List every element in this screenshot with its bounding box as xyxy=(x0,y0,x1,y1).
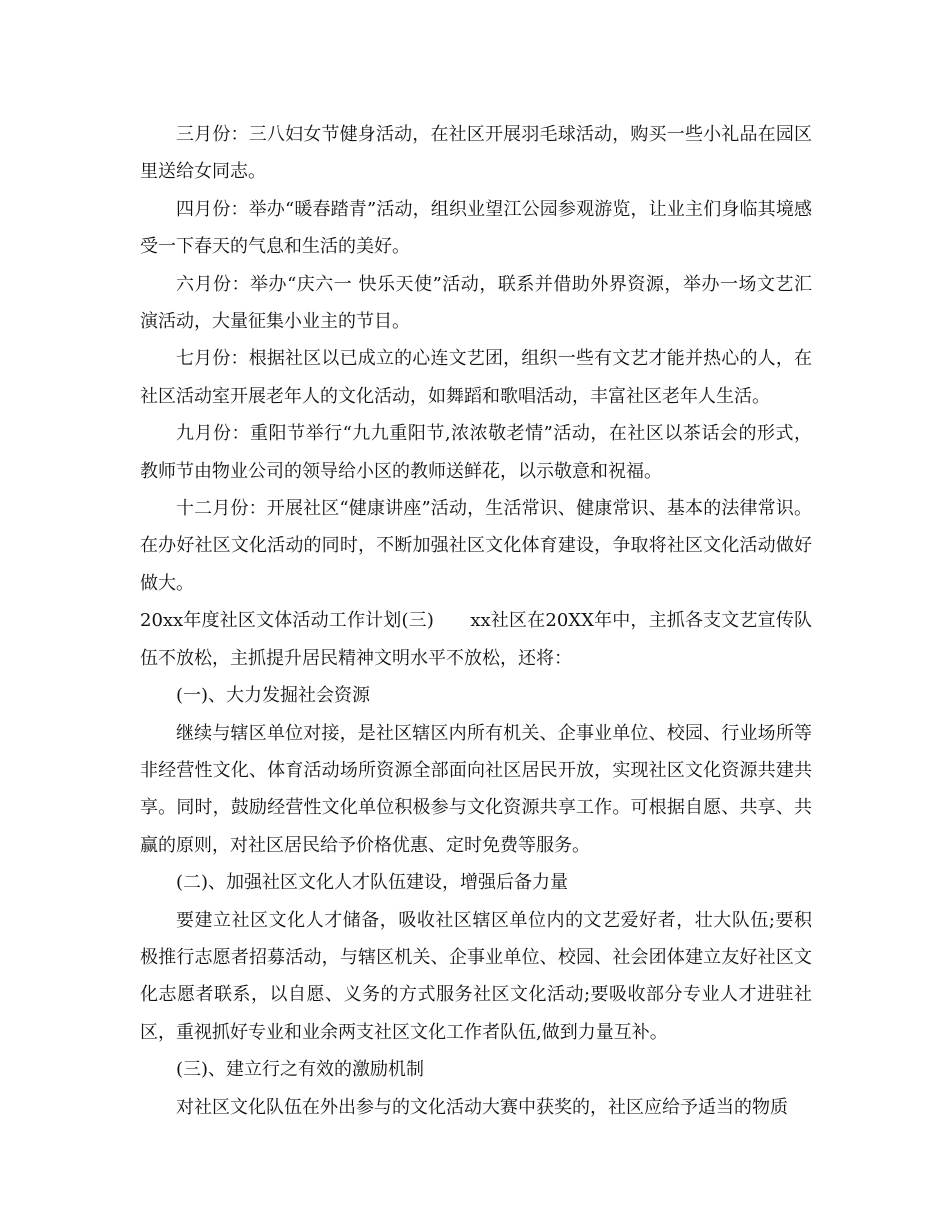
paragraph-december: 十二月份：开展社区“健康讲座”活动，生活常识、健康常识、基本的法律常识。在办好社区文化活动的同时，不断加强社区文化体育建设，争取将社区文化活动做好做大。 xyxy=(140,498,812,594)
section-heading-two: (二)、加强社区文化人才队伍建设，增强后备力量 xyxy=(176,872,569,894)
paragraph-plan-three-intro: 20xx年度社区文体活动工作计划(三) xx社区在20XX年中，主抓各支文艺宣传队伍不放松，主抓提升居民精神文明水平不放松，还将： xyxy=(140,610,812,669)
paragraph-section-one-body: 继续与辖区单位对接，是社区辖区内所有机关、企事业单位、校园、行业场所等非经营性文化、体育活动场所资源全部面向社区居民开放，实现社区文化资源共建共享。同时，鼓励经营性文化单位积极参与文化资源共享工作。可根据自愿、共享、共赢的原则，对社区居民给予价格优惠、定时免费等服务。 xyxy=(140,722,812,856)
section-heading-three: (三)、建立行之有效的激励机制 xyxy=(176,1059,425,1081)
paragraph-september: 九月份：重阳节举行“九九重阳节,浓浓敬老情”活动，在社区以茶话会的形式，教师节由物业公司的领导给小区的教师送鲜花，以示敬意和祝福。 xyxy=(140,423,812,482)
paragraph-july: 七月份：根据社区以已成立的心连文艺团，组织一些有文艺才能并热心的人，在社区活动室开展老年人的文化活动，如舞蹈和歌唱活动，丰富社区老年人生活。 xyxy=(140,348,812,407)
document-body xyxy=(140,116,812,1126)
paragraph-june: 六月份：举办“庆六一 快乐天使”活动，联系并借助外界资源，举办一场文艺汇演活动，大量征集小业主的节目。 xyxy=(140,273,812,333)
section-heading-one: (一)、大力发掘社会资源 xyxy=(176,685,371,707)
paragraph-section-two-body: 要建立社区文化人才储备，吸收社区辖区单位内的文艺爱好者，壮大队伍;要积极推行志愿者招募活动，与辖区机关、企事业单位、校园、社会团体建立友好社区文化志愿者联系，以自愿、义务的方式服务社区文化活动;要吸收部分专业人才进驻社区，重视抓好专业和业余两支社区文化工作者队伍,做到力量互补。 xyxy=(140,909,812,1043)
paragraph-section-three-body: 对社区文化队伍在外出参与的文化活动大赛中获奖的，社区应给予适当的物质 xyxy=(176,1096,788,1118)
paragraph-march: 三月份：三八妇女节健身活动，在社区开展羽毛球活动，购买一些小礼品在园区里送给女同志。 xyxy=(140,124,812,183)
paragraph-april: 四月份：举办“暖春踏青”活动，组织业望江公园参观游览，让业主们身临其境感受一下春天的气息和生活的美好。 xyxy=(140,198,812,258)
